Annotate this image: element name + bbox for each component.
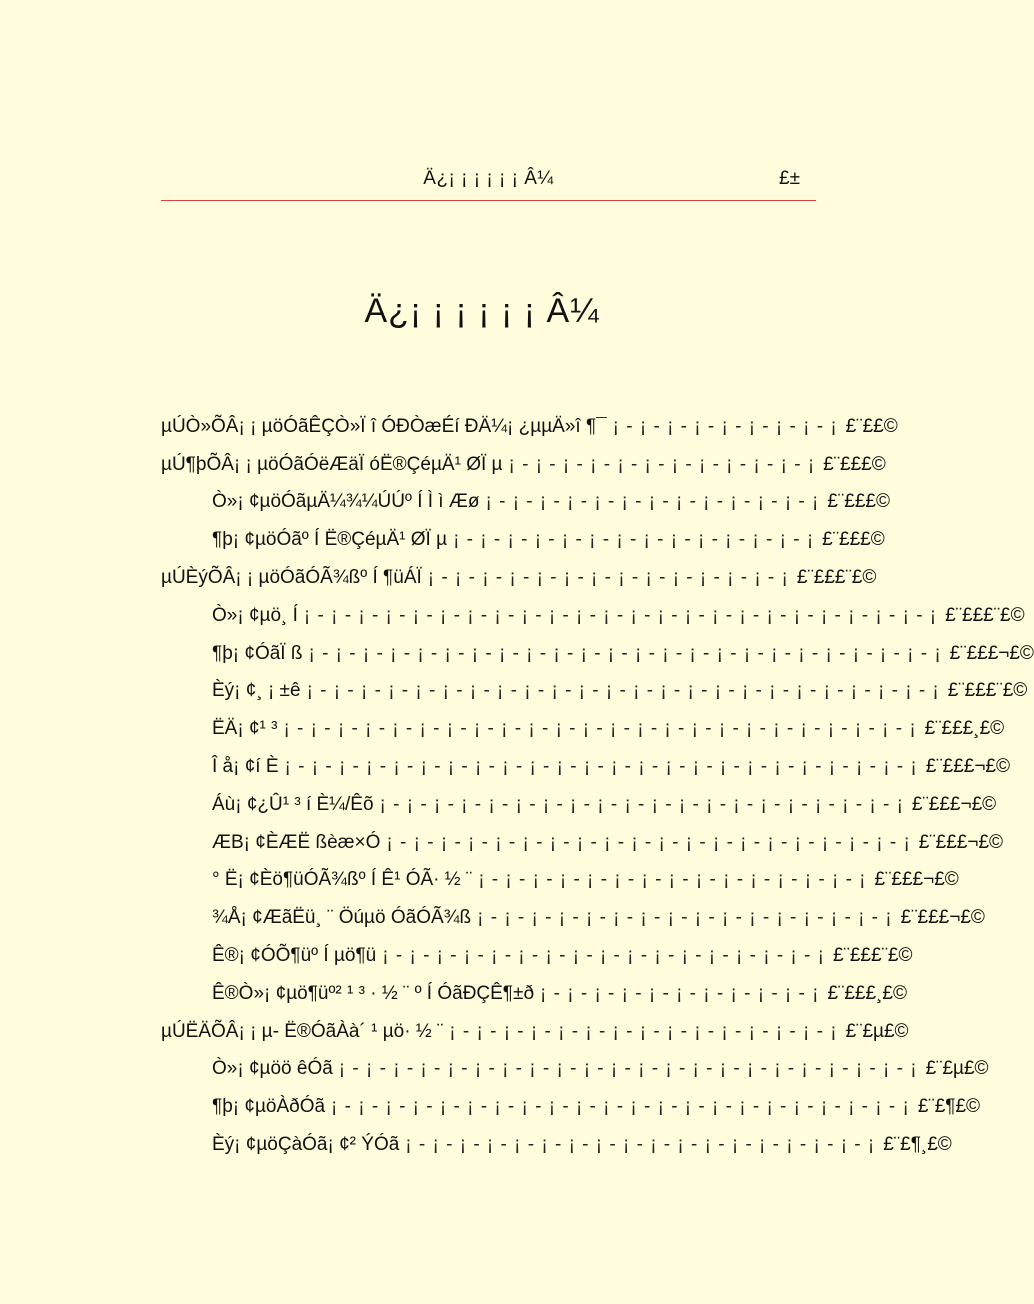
- toc-page-number: £¨£££©: [827, 491, 890, 513]
- toc-page-number: £¨£££¬£©: [911, 793, 997, 815]
- toc-dot-leader: ¡ - ¡ - ¡ - ¡ - ¡ - ¡ - ¡ - ¡ - ¡ - ¡ - ¡ - ¡ - ¡ - ¡ - ¡ - ¡ - ¡ - ¡ - ¡ - ¡ - ¡ - ¡: [331, 1096, 910, 1118]
- toc-section-entry[interactable]: [161, 862, 959, 900]
- toc-section-entry[interactable]: [161, 1126, 952, 1164]
- toc-dot-leader: ¡ - ¡ - ¡ - ¡ - ¡ - ¡ - ¡ - ¡ - ¡ - ¡ - ¡ - ¡ - ¡ - ¡ - ¡: [449, 1020, 838, 1042]
- page-number: £±: [779, 168, 800, 189]
- toc-dot-leader: ¡ - ¡ - ¡ - ¡ - ¡ - ¡ - ¡ - ¡ - ¡ - ¡ - ¡ - ¡ - ¡ - ¡: [453, 529, 815, 551]
- toc-section-entry[interactable]: [161, 975, 907, 1013]
- table-of-contents: [161, 408, 1034, 1164]
- toc-section-entry[interactable]: [161, 635, 1034, 673]
- toc-page-number: £¨£££©: [822, 529, 885, 551]
- toc-entry-title: ËÄ¡ ¢¹ ³: [212, 718, 278, 740]
- toc-entry-title: µÚÈýÕÂ¡ ¡ µöÓãÓÃ¾ßº Í ¶üÁÏ: [161, 567, 422, 589]
- toc-page-number: £¨£££¬£©: [918, 831, 1004, 853]
- toc-dot-leader: ¡ - ¡ - ¡ - ¡ - ¡ - ¡ - ¡ - ¡ - ¡ - ¡ - ¡ - ¡ - ¡ - ¡ - ¡ - ¡ - ¡ - ¡ - ¡ - ¡ - ¡ - ¡ - ¡ - ¡: [303, 604, 938, 626]
- toc-section-entry[interactable]: [161, 1051, 989, 1089]
- running-header: [161, 166, 816, 201]
- toc-dot-leader: ¡ - ¡ - ¡ - ¡ - ¡ - ¡ - ¡ - ¡ - ¡ - ¡ - ¡ - ¡ - ¡ - ¡ - ¡ - ¡ - ¡ - ¡ - ¡ - ¡ - ¡ - ¡ - ¡ - ¡: [284, 756, 918, 778]
- toc-dot-leader: ¡ - ¡ - ¡ - ¡ - ¡ - ¡ - ¡ - ¡ - ¡ - ¡ - ¡ - ¡ - ¡ - ¡ - ¡ - ¡ - ¡ - ¡ - ¡ - ¡ - ¡ - ¡: [338, 1058, 918, 1080]
- toc-dot-leader: ¡ - ¡ - ¡ - ¡ - ¡ - ¡ - ¡ - ¡ - ¡ - ¡ - ¡ - ¡ - ¡ - ¡ - ¡ - ¡ - ¡ - ¡: [405, 1134, 876, 1156]
- toc-page-number: £¨£££©: [823, 453, 886, 475]
- toc-dot-leader: ¡ - ¡ - ¡ - ¡ - ¡ - ¡ - ¡ - ¡ - ¡ - ¡ - ¡ - ¡ - ¡ - ¡: [427, 567, 789, 589]
- toc-page-number: £¨£££¬£©: [874, 869, 959, 891]
- toc-page-number: £¨£¶£©: [917, 1096, 981, 1118]
- toc-chapter-entry[interactable]: [161, 1013, 909, 1051]
- toc-dot-leader: ¡ - ¡ - ¡ - ¡ - ¡ - ¡ - ¡ - ¡ - ¡ - ¡ - ¡ - ¡ - ¡ - ¡ - ¡ - ¡ - ¡ - ¡ - ¡ - ¡: [379, 793, 904, 815]
- toc-entry-title: Ò»¡ ¢µöÓãµÄ¼¾¼ÚÚº Í Ì ì Æø: [212, 491, 480, 513]
- toc-page-number: £¨£££¸£©: [924, 718, 1005, 740]
- toc-page-number: £¨££©: [845, 415, 898, 437]
- toc-section-entry[interactable]: [161, 597, 1025, 635]
- toc-page-number: £¨£££¨£©: [796, 567, 877, 589]
- toc-page-number: £¨£¶¸£©: [883, 1134, 952, 1156]
- toc-entry-title: ¶þ¡ ¢µöÓãº Í Ë®ÇéµÄ¹ ØÏ µ: [212, 529, 448, 551]
- toc-entry-title: µÚ¶þÕÂ¡ ¡ µöÓãÓëÆäÏ óË®ÇéµÄ¹ ØÏ µ: [161, 453, 503, 475]
- toc-entry-title: Ê®¡ ¢ÓÕ¶üº Í µö¶ü: [212, 945, 377, 967]
- toc-page-number: £¨£µ£©: [925, 1058, 989, 1080]
- toc-dot-leader: ¡ - ¡ - ¡ - ¡ - ¡ - ¡ - ¡ - ¡ - ¡ - ¡ - ¡ - ¡ - ¡ - ¡ - ¡ - ¡ - ¡ - ¡ - ¡ - ¡: [386, 831, 911, 853]
- toc-dot-leader: ¡ - ¡ - ¡ - ¡ - ¡ - ¡ - ¡ - ¡ - ¡: [612, 415, 838, 437]
- toc-entry-title: Èý¡ ¢¸ ¡ ±ê: [212, 680, 301, 702]
- toc-entry-title: ° Ë¡ ¢Èö¶üÓÃ¾ßº Í Ê¹ ÓÃ· ½ ¨: [212, 869, 473, 891]
- toc-page-number: £¨£££¸£©: [827, 982, 907, 1004]
- toc-section-entry[interactable]: [161, 521, 885, 559]
- toc-page-number: £¨£££¨£©: [832, 945, 913, 967]
- toc-page-number: £¨£µ£©: [845, 1020, 909, 1042]
- toc-dot-leader: ¡ - ¡ - ¡ - ¡ - ¡ - ¡ - ¡ - ¡ - ¡ - ¡ - ¡ - ¡: [508, 453, 816, 475]
- toc-entry-title: Áù¡ ¢¿Û¹ ³ í È¼/Êõ: [212, 793, 374, 815]
- toc-entry-title: Ò»¡ ¢µöö êÓã: [212, 1058, 333, 1080]
- toc-section-entry[interactable]: [161, 937, 913, 975]
- toc-page-number: £¨£££¨£©: [945, 604, 1025, 626]
- toc-entry-title: Î å¡ ¢í È: [212, 756, 279, 778]
- toc-section-entry[interactable]: [161, 484, 890, 522]
- toc-entry-title: ¾Å¡ ¢ÆãËü¸ ¨ Öúµö ÓãÓÃ¾ß: [212, 907, 472, 929]
- toc-entry-title: µÚËÄÕÂ¡ ¡ µ- Ë®ÓãÀà´ ¹ µö· ½ ¨: [161, 1020, 444, 1042]
- toc-section-entry[interactable]: [161, 824, 1004, 862]
- toc-page-number: £¨£££¨£©: [947, 680, 1028, 702]
- toc-section-entry[interactable]: [161, 786, 997, 824]
- toc-dot-leader: ¡ - ¡ - ¡ - ¡ - ¡ - ¡ - ¡ - ¡ - ¡ - ¡ - ¡ - ¡ - ¡ - ¡ - ¡ - ¡: [477, 907, 893, 929]
- toc-page-number: £¨£££¬£©: [900, 907, 985, 929]
- toc-dot-leader: ¡ - ¡ - ¡ - ¡ - ¡ - ¡ - ¡ - ¡ - ¡ - ¡ - ¡ - ¡ - ¡ - ¡ - ¡: [478, 869, 867, 891]
- toc-dot-leader: ¡ - ¡ - ¡ - ¡ - ¡ - ¡ - ¡ - ¡ - ¡ - ¡ - ¡: [540, 982, 820, 1004]
- toc-entry-title: Ê®Ò»¡ ¢µö¶üº² ¹ ³ · ½ ¨ º Í ÓãÐÇÊ¶±ð: [212, 982, 535, 1004]
- toc-dot-leader: ¡ - ¡ - ¡ - ¡ - ¡ - ¡ - ¡ - ¡ - ¡ - ¡ - ¡ - ¡ - ¡ - ¡ - ¡ - ¡ - ¡ - ¡ - ¡ - ¡ - ¡ - ¡ - ¡ - ¡: [308, 642, 942, 664]
- toc-dot-leader: ¡ - ¡ - ¡ - ¡ - ¡ - ¡ - ¡ - ¡ - ¡ - ¡ - ¡ - ¡ - ¡ - ¡ - ¡ - ¡ - ¡ - ¡ - ¡ - ¡ - ¡ - ¡ - ¡ - ¡: [283, 718, 917, 740]
- toc-chapter-entry[interactable]: [161, 446, 886, 484]
- toc-section-entry[interactable]: [161, 710, 1005, 748]
- toc-page-number: £¨£££¬£©: [925, 756, 1010, 778]
- toc-chapter-entry[interactable]: [161, 559, 877, 597]
- toc-entry-title: ¶þ¡ ¢ÓãÏ ß: [212, 642, 303, 664]
- running-title: Ä¿¡ ¡ ¡ ¡ ¡ ¡ Â¼: [423, 168, 554, 189]
- toc-chapter-entry[interactable]: [161, 408, 898, 446]
- toc-dot-leader: ¡ - ¡ - ¡ - ¡ - ¡ - ¡ - ¡ - ¡ - ¡ - ¡ - ¡ - ¡ - ¡: [485, 491, 820, 513]
- toc-page-number: £¨£££¬£©: [949, 642, 1034, 664]
- toc-section-entry[interactable]: [161, 673, 1028, 711]
- page-title: Ä¿¡ ¡ ¡ ¡ ¡ ¡ Â¼: [364, 292, 600, 330]
- toc-section-entry[interactable]: [161, 748, 1010, 786]
- toc-entry-title: ¶þ¡ ¢µöÀðÓã: [212, 1096, 326, 1118]
- toc-dot-leader: ¡ - ¡ - ¡ - ¡ - ¡ - ¡ - ¡ - ¡ - ¡ - ¡ - ¡ - ¡ - ¡ - ¡ - ¡ - ¡ - ¡ - ¡ - ¡ - ¡ - ¡ - ¡ - ¡ - ¡: [306, 680, 940, 702]
- toc-entry-title: Èý¡ ¢µöÇàÓã¡ ¢² ÝÓã: [212, 1134, 400, 1156]
- toc-entry-title: Ò»¡ ¢µö¸ Í: [212, 604, 298, 626]
- toc-dot-leader: ¡ - ¡ - ¡ - ¡ - ¡ - ¡ - ¡ - ¡ - ¡ - ¡ - ¡ - ¡ - ¡ - ¡ - ¡ - ¡ - ¡: [382, 945, 825, 967]
- toc-section-entry[interactable]: [161, 899, 985, 937]
- toc-entry-title: ÆB¡ ¢ÈÆË ßèæ×Ó: [212, 831, 381, 853]
- toc-section-entry[interactable]: [161, 1088, 981, 1126]
- toc-entry-title: µÚÒ»ÕÂ¡ ¡ µöÓãÊÇÒ»Ï î ÓÐÒæÉí ÐÄ¼¡ ¿µµÄ»î ¶¯: [161, 415, 607, 437]
